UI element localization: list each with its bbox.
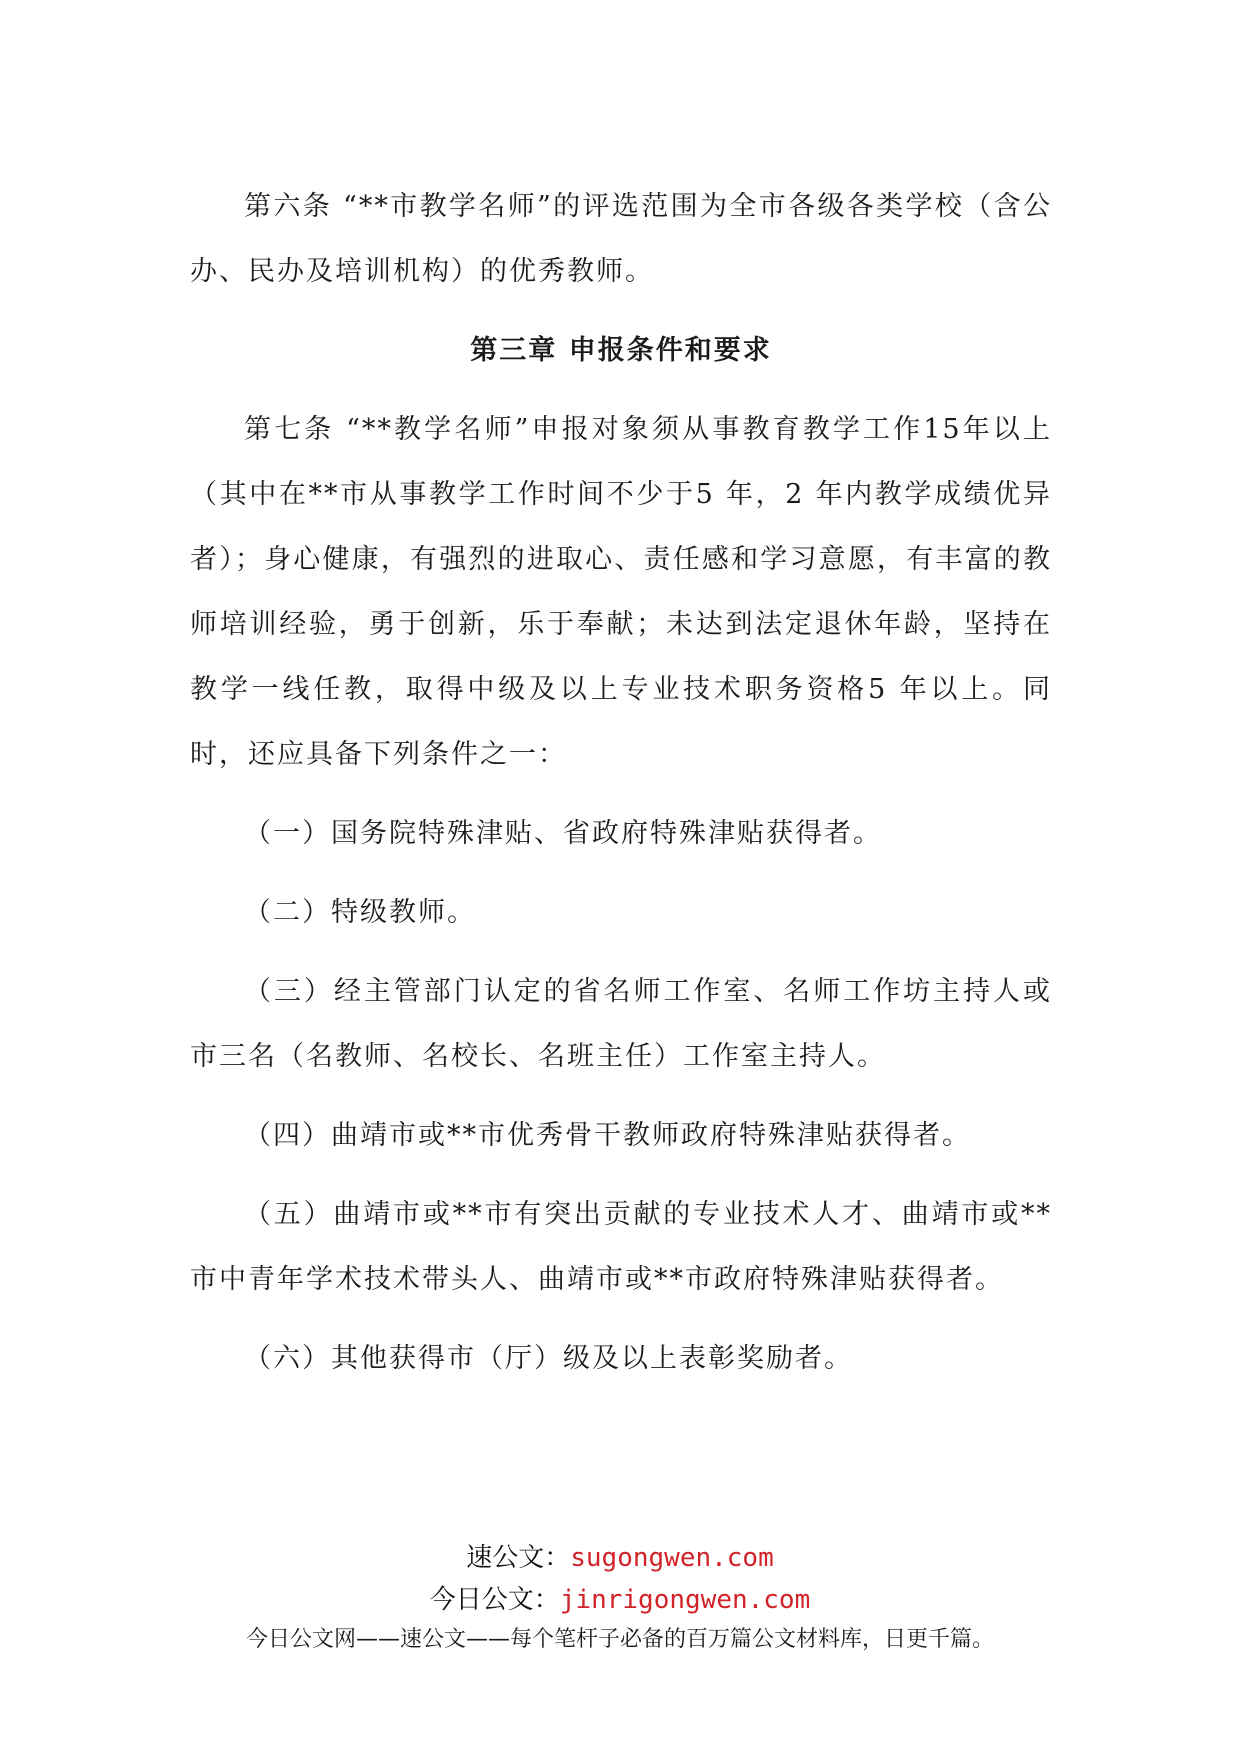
footer-jinrigongwen-label: 今日公文： [429,1585,560,1615]
chapter-title: 第三章 申报条件和要求 [470,335,772,366]
condition-item-4: （四）曲靖市或**市优秀骨干教师政府特殊津贴获得者。 [244,1120,971,1151]
footer-jinrigongwen [0,1580,1240,1620]
condition-item-6: （六）其他获得市（厅）级及以上表彰奖励者。 [244,1343,853,1374]
article-7-paragraph: 第七条 “**教学名师”申报对象须从事教育教学工作15年以上（其中在**市从事教学工作时间不少于5 年，2 年内教学成绩优异者）；身心健康，有强烈的进取心、责任感和学习意愿，有丰富的教师培训经验，勇于创新，乐于奉献；未达到法定退休年龄，坚持在教学一线任教，取得中级及以上专业技术职务资格5 年以上。同时，还应具备下列条件之一： [190,414,1052,770]
footer-sugongwen [0,1538,1240,1578]
footer-sugongwen-label: 速公文： [466,1543,571,1573]
footer-slogan: 今日公文网——速公文——每个笔杆子必备的百万篇公文材料库，日更千篇。 [245,1627,994,1652]
condition-item-2: （二）特级教师。 [244,897,476,928]
footer-jinrigongwen-link[interactable]: jinrigongwen.com [559,1585,811,1615]
condition-item-3: （三）经主管部门认定的省名师工作室、名师工作坊主持人或市三名（名教师、名校长、名班主任）工作室主持人。 [190,976,1052,1072]
condition-item-5: （五）曲靖市或**市有突出贡献的专业技术人才、曲靖市或**市中青年学术技术带头人、曲靖市或**市政府特殊津贴获得者。 [190,1199,1052,1295]
condition-item-1: （一）国务院特殊津贴、省政府特殊津贴获得者。 [244,818,882,849]
footer-sugongwen-link[interactable]: sugongwen.com [570,1543,774,1573]
article-6-paragraph: 第六条 “**市教学名师”的评选范围为全市各级各类学校（含公办、民办及培训机构）的优秀教师。 [190,191,1052,287]
document-body [190,174,1052,1405]
